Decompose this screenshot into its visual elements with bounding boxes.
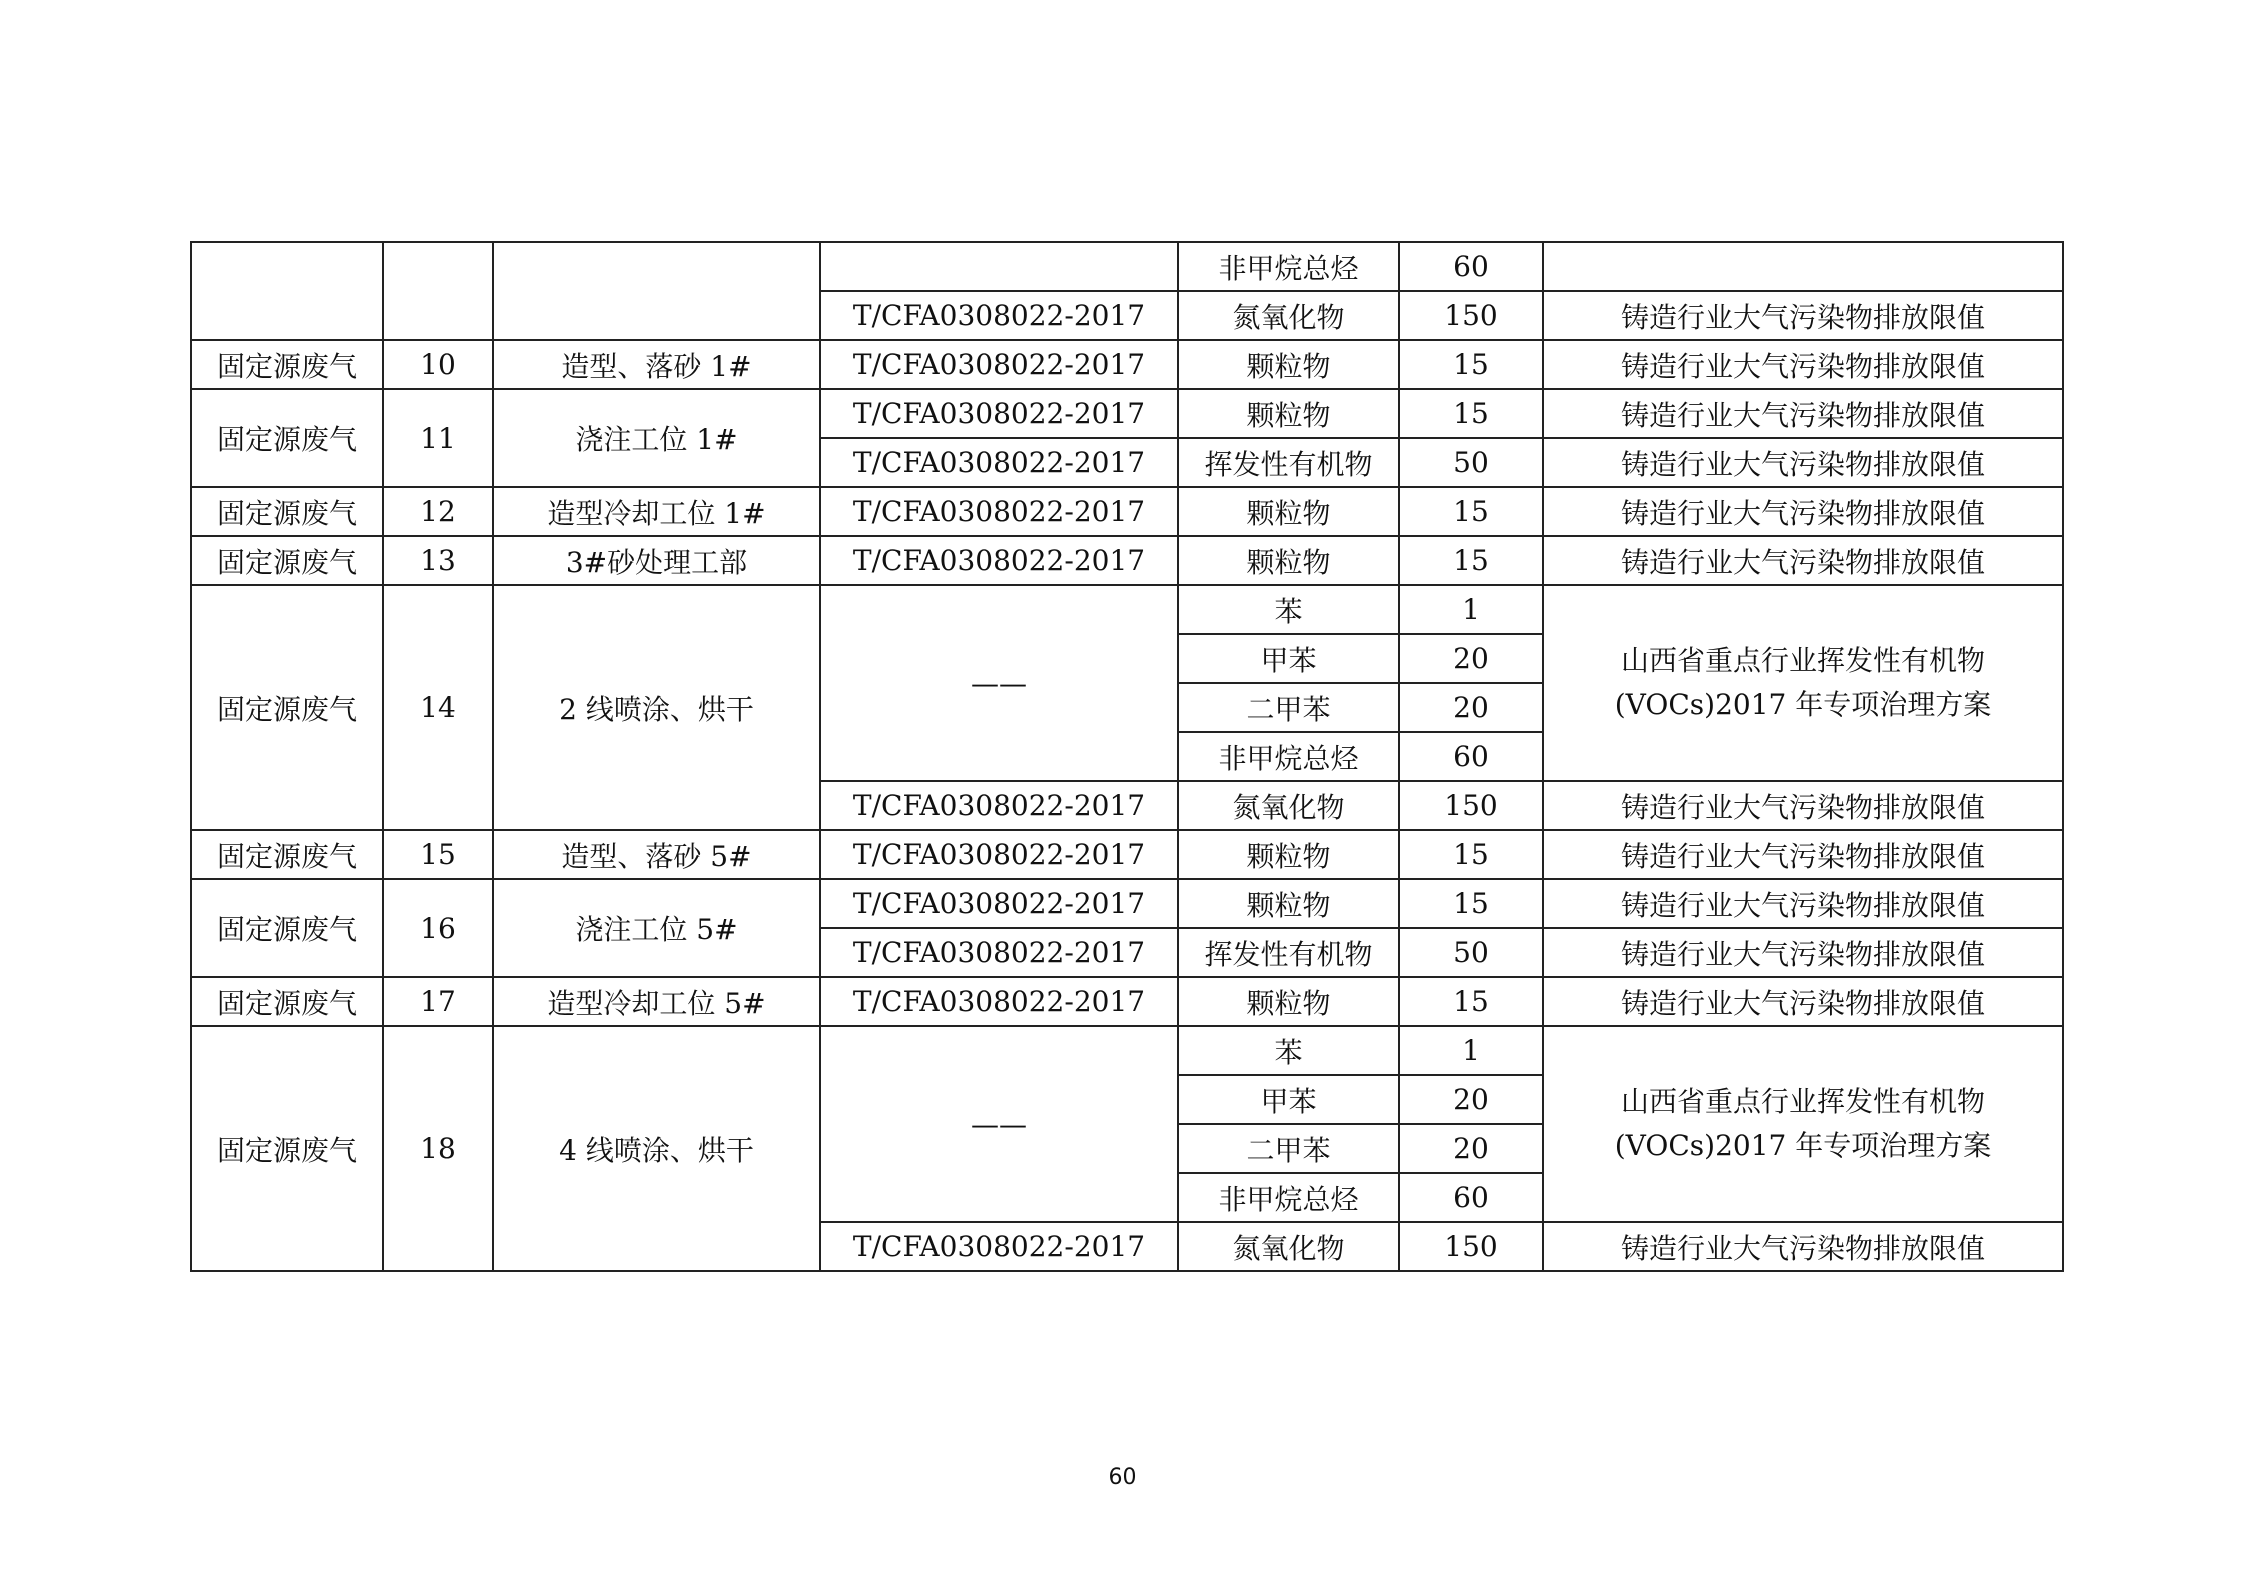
- limit-value-cell: 15: [1399, 977, 1543, 1026]
- limit-value-cell: 20: [1399, 1075, 1543, 1124]
- basis-cell: [1543, 242, 2063, 291]
- number-cell: 12: [383, 487, 493, 536]
- pollutant-cell: 挥发性有机物: [1178, 438, 1399, 487]
- number-cell: 15: [383, 830, 493, 879]
- table-row: [191, 1026, 2063, 1075]
- standard-cell: T/CFA0308022-2017: [820, 536, 1178, 585]
- location-cell: [493, 242, 820, 340]
- basis-cell: 铸造行业大气污染物排放限值: [1543, 830, 2063, 879]
- pollutant-cell: 甲苯: [1178, 634, 1399, 683]
- basis-cell: 铸造行业大气污染物排放限值: [1543, 781, 2063, 830]
- limit-value-cell: 50: [1399, 928, 1543, 977]
- source-type-cell: 固定源废气: [191, 1026, 383, 1271]
- standard-cell: ——: [820, 1026, 1178, 1222]
- limit-value-cell: 15: [1399, 536, 1543, 585]
- limit-value-cell: 1: [1399, 585, 1543, 634]
- pollutant-cell: 颗粒物: [1178, 977, 1399, 1026]
- source-type-cell: 固定源废气: [191, 389, 383, 487]
- basis-cell: 铸造行业大气污染物排放限值: [1543, 389, 2063, 438]
- basis-cell: 铸造行业大气污染物排放限值: [1543, 487, 2063, 536]
- number-cell: 18: [383, 1026, 493, 1271]
- location-cell: 造型、落砂 1#: [493, 340, 820, 389]
- pollutant-cell: 氮氧化物: [1178, 781, 1399, 830]
- pollutant-cell: 颗粒物: [1178, 389, 1399, 438]
- standard-cell: T/CFA0308022-2017: [820, 830, 1178, 879]
- table-row: [191, 242, 2063, 291]
- pollutant-cell: 苯: [1178, 585, 1399, 634]
- standard-cell: T/CFA0308022-2017: [820, 928, 1178, 977]
- location-cell: 3#砂处理工部: [493, 536, 820, 585]
- table-row: [191, 487, 2063, 536]
- number-cell: 13: [383, 536, 493, 585]
- location-cell: 4 线喷涂、烘干: [493, 1026, 820, 1271]
- pollutant-cell: 甲苯: [1178, 1075, 1399, 1124]
- limit-value-cell: 1: [1399, 1026, 1543, 1075]
- page-number: 60: [1108, 1465, 1137, 1490]
- location-cell: 浇注工位 5#: [493, 879, 820, 977]
- number-cell: 10: [383, 340, 493, 389]
- limit-value-cell: 20: [1399, 1124, 1543, 1173]
- number-cell: 14: [383, 585, 493, 830]
- basis-cell: 山西省重点行业挥发性有机物(VOCs)2017 年专项治理方案: [1543, 1026, 2063, 1222]
- number-cell: 16: [383, 879, 493, 977]
- limit-value-cell: 15: [1399, 487, 1543, 536]
- number-cell: 11: [383, 389, 493, 487]
- limit-value-cell: 15: [1399, 389, 1543, 438]
- basis-cell: 铸造行业大气污染物排放限值: [1543, 879, 2063, 928]
- limit-value-cell: 15: [1399, 879, 1543, 928]
- standard-cell: T/CFA0308022-2017: [820, 340, 1178, 389]
- emission-standards-table: [190, 241, 2064, 1272]
- source-type-cell: [191, 242, 383, 340]
- limit-value-cell: 60: [1399, 1173, 1543, 1222]
- basis-cell: 山西省重点行业挥发性有机物(VOCs)2017 年专项治理方案: [1543, 585, 2063, 781]
- standard-cell: T/CFA0308022-2017: [820, 438, 1178, 487]
- standard-cell: T/CFA0308022-2017: [820, 781, 1178, 830]
- table-row: [191, 879, 2063, 928]
- pollutant-cell: 苯: [1178, 1026, 1399, 1075]
- location-cell: 造型冷却工位 5#: [493, 977, 820, 1026]
- source-type-cell: 固定源废气: [191, 340, 383, 389]
- pollutant-cell: 非甲烷总烃: [1178, 1173, 1399, 1222]
- limit-value-cell: 150: [1399, 291, 1543, 340]
- standard-cell: [820, 242, 1178, 291]
- source-type-cell: 固定源废气: [191, 879, 383, 977]
- basis-cell: 铸造行业大气污染物排放限值: [1543, 1222, 2063, 1271]
- standard-cell: ——: [820, 585, 1178, 781]
- standard-cell: T/CFA0308022-2017: [820, 977, 1178, 1026]
- basis-cell: 铸造行业大气污染物排放限值: [1543, 536, 2063, 585]
- pollutant-cell: 氮氧化物: [1178, 291, 1399, 340]
- source-type-cell: 固定源废气: [191, 830, 383, 879]
- limit-value-cell: 150: [1399, 781, 1543, 830]
- table-row: [191, 340, 2063, 389]
- source-type-cell: 固定源废气: [191, 585, 383, 830]
- standard-cell: T/CFA0308022-2017: [820, 487, 1178, 536]
- number-cell: [383, 242, 493, 340]
- basis-cell: 铸造行业大气污染物排放限值: [1543, 928, 2063, 977]
- limit-value-cell: 50: [1399, 438, 1543, 487]
- basis-cell: 铸造行业大气污染物排放限值: [1543, 291, 2063, 340]
- pollutant-cell: 颗粒物: [1178, 879, 1399, 928]
- basis-cell: 铸造行业大气污染物排放限值: [1543, 438, 2063, 487]
- table-row: [191, 830, 2063, 879]
- limit-value-cell: 15: [1399, 340, 1543, 389]
- pollutant-cell: 氮氧化物: [1178, 1222, 1399, 1271]
- limit-value-cell: 15: [1399, 830, 1543, 879]
- standard-cell: T/CFA0308022-2017: [820, 1222, 1178, 1271]
- number-cell: 17: [383, 977, 493, 1026]
- source-type-cell: 固定源废气: [191, 536, 383, 585]
- limit-value-cell: 60: [1399, 242, 1543, 291]
- table-row: [191, 585, 2063, 634]
- basis-cell: 铸造行业大气污染物排放限值: [1543, 340, 2063, 389]
- limit-value-cell: 20: [1399, 634, 1543, 683]
- standard-cell: T/CFA0308022-2017: [820, 389, 1178, 438]
- table-row: [191, 536, 2063, 585]
- standard-cell: T/CFA0308022-2017: [820, 879, 1178, 928]
- pollutant-cell: 非甲烷总烃: [1178, 242, 1399, 291]
- pollutant-cell: 非甲烷总烃: [1178, 732, 1399, 781]
- location-cell: 浇注工位 1#: [493, 389, 820, 487]
- pollutant-cell: 二甲苯: [1178, 683, 1399, 732]
- source-type-cell: 固定源废气: [191, 977, 383, 1026]
- pollutant-cell: 颗粒物: [1178, 340, 1399, 389]
- limit-value-cell: 150: [1399, 1222, 1543, 1271]
- table-row: [191, 389, 2063, 438]
- pollutant-cell: 颗粒物: [1178, 830, 1399, 879]
- pollutant-cell: 挥发性有机物: [1178, 928, 1399, 977]
- source-type-cell: 固定源废气: [191, 487, 383, 536]
- pollutant-cell: 颗粒物: [1178, 487, 1399, 536]
- standard-cell: T/CFA0308022-2017: [820, 291, 1178, 340]
- pollutant-cell: 颗粒物: [1178, 536, 1399, 585]
- limit-value-cell: 20: [1399, 683, 1543, 732]
- limit-value-cell: 60: [1399, 732, 1543, 781]
- location-cell: 2 线喷涂、烘干: [493, 585, 820, 830]
- table-row: [191, 977, 2063, 1026]
- basis-cell: 铸造行业大气污染物排放限值: [1543, 977, 2063, 1026]
- location-cell: 造型冷却工位 1#: [493, 487, 820, 536]
- pollutant-cell: 二甲苯: [1178, 1124, 1399, 1173]
- location-cell: 造型、落砂 5#: [493, 830, 820, 879]
